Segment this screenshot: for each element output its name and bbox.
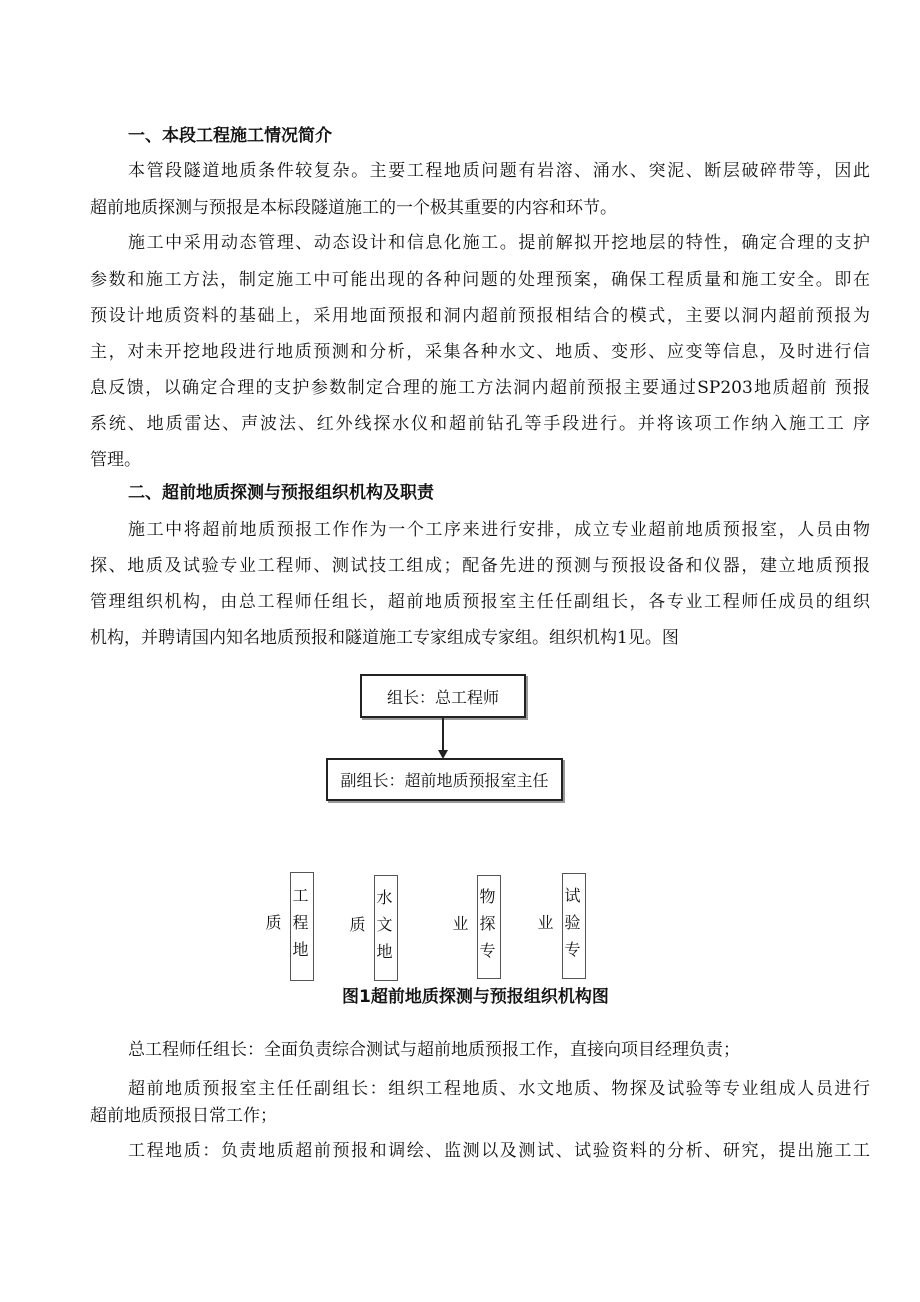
figure-caption: 图1超前地质探测与预报组织机构图 <box>342 987 609 1007</box>
text-line: 本管段隧道地质条件较复杂。主要工程地质问题有岩溶、涌水、突泥、断层破碎带等，因此 <box>128 161 870 181</box>
text-line: 工程地质：负责地质超前预报和调绘、监测以及测试、试验资料的分析、研究，提出施工工 <box>128 1141 870 1161</box>
text-line: 预设计地质资料的基础上，采用地面预报和洞内超前预报相结合的模式，主要以洞内超前预报为 <box>90 306 870 326</box>
member-box-engineering-geology: 工程地质 <box>290 872 314 981</box>
member-box-testing: 试验专业 <box>562 873 586 979</box>
leader-label: 组长：总工程师 <box>386 687 499 707</box>
member-box-geophysics: 物探专业 <box>477 875 501 979</box>
deputy-box <box>326 758 563 801</box>
text-line: 息反馈，以确定合理的支护参数制定合理的施工方法洞内超前预报主要通过SP203地质超前 预报 <box>90 378 870 398</box>
member-box-hydrogeology: 水文地质 <box>374 875 398 981</box>
deputy-label: 副组长：超前地质预报室主任 <box>340 771 549 790</box>
text-line: 施工中将超前地质预报工作作为一个工序来进行安排，成立专业超前地质预报室，人员由物 <box>128 520 870 540</box>
text-line: 管理。 <box>90 450 141 470</box>
text-line: 施工中采用动态管理、动态设计和信息化施工。提前解拟开挖地层的特性，确定合理的支护 <box>128 233 870 253</box>
text-line: 探、地质及试验专业工程师、测试技工组成；配备先进的预测与预报设备和仪器，建立地质预报 <box>90 556 870 576</box>
section-heading-2: 二、超前地质探测与预报组织机构及职责 <box>128 483 434 503</box>
section-heading-1: 一、本段工程施工情况简介 <box>128 126 332 146</box>
leader-box <box>360 674 526 718</box>
text-line: 超前地质预报日常工作； <box>90 1106 277 1126</box>
text-line: 管理组织机构，由总工程师任组长，超前地质预报室主任任副组长，各专业工程师任成员的组织 <box>90 592 870 612</box>
text-line: 机构，并聘请国内知名地质预报和隧道施工专家组成专家组。组织机构1见。图 <box>90 628 679 648</box>
text-line: 总工程师任组长：全面负责综合测试与超前地质预报工作，直接向项目经理负责； <box>128 1040 740 1060</box>
text-line: 参数和施工方法，制定施工中可能出现的各种问题的处理预案，确保工程质量和施工安全。即在 <box>90 270 870 290</box>
text-line: 系统、地质雷达、声波法、红外线探水仪和超前钻孔等手段进行。并将该项工作纳入施工工 序 <box>90 414 870 434</box>
text-line: 主，对未开挖地段进行地质预测和分析，采集各种水文、地质、变形、应变等信息，及时进行信 <box>90 342 870 362</box>
arrow-down-icon <box>436 718 450 760</box>
text-line: 超前地质探测与预报是本标段隧道施工的一个极其重要的内容和环节。 <box>90 198 617 218</box>
text-line: 超前地质预报室主任任副组长：组织工程地质、水文地质、物探及试验等专业组成人员进行 <box>128 1079 870 1099</box>
